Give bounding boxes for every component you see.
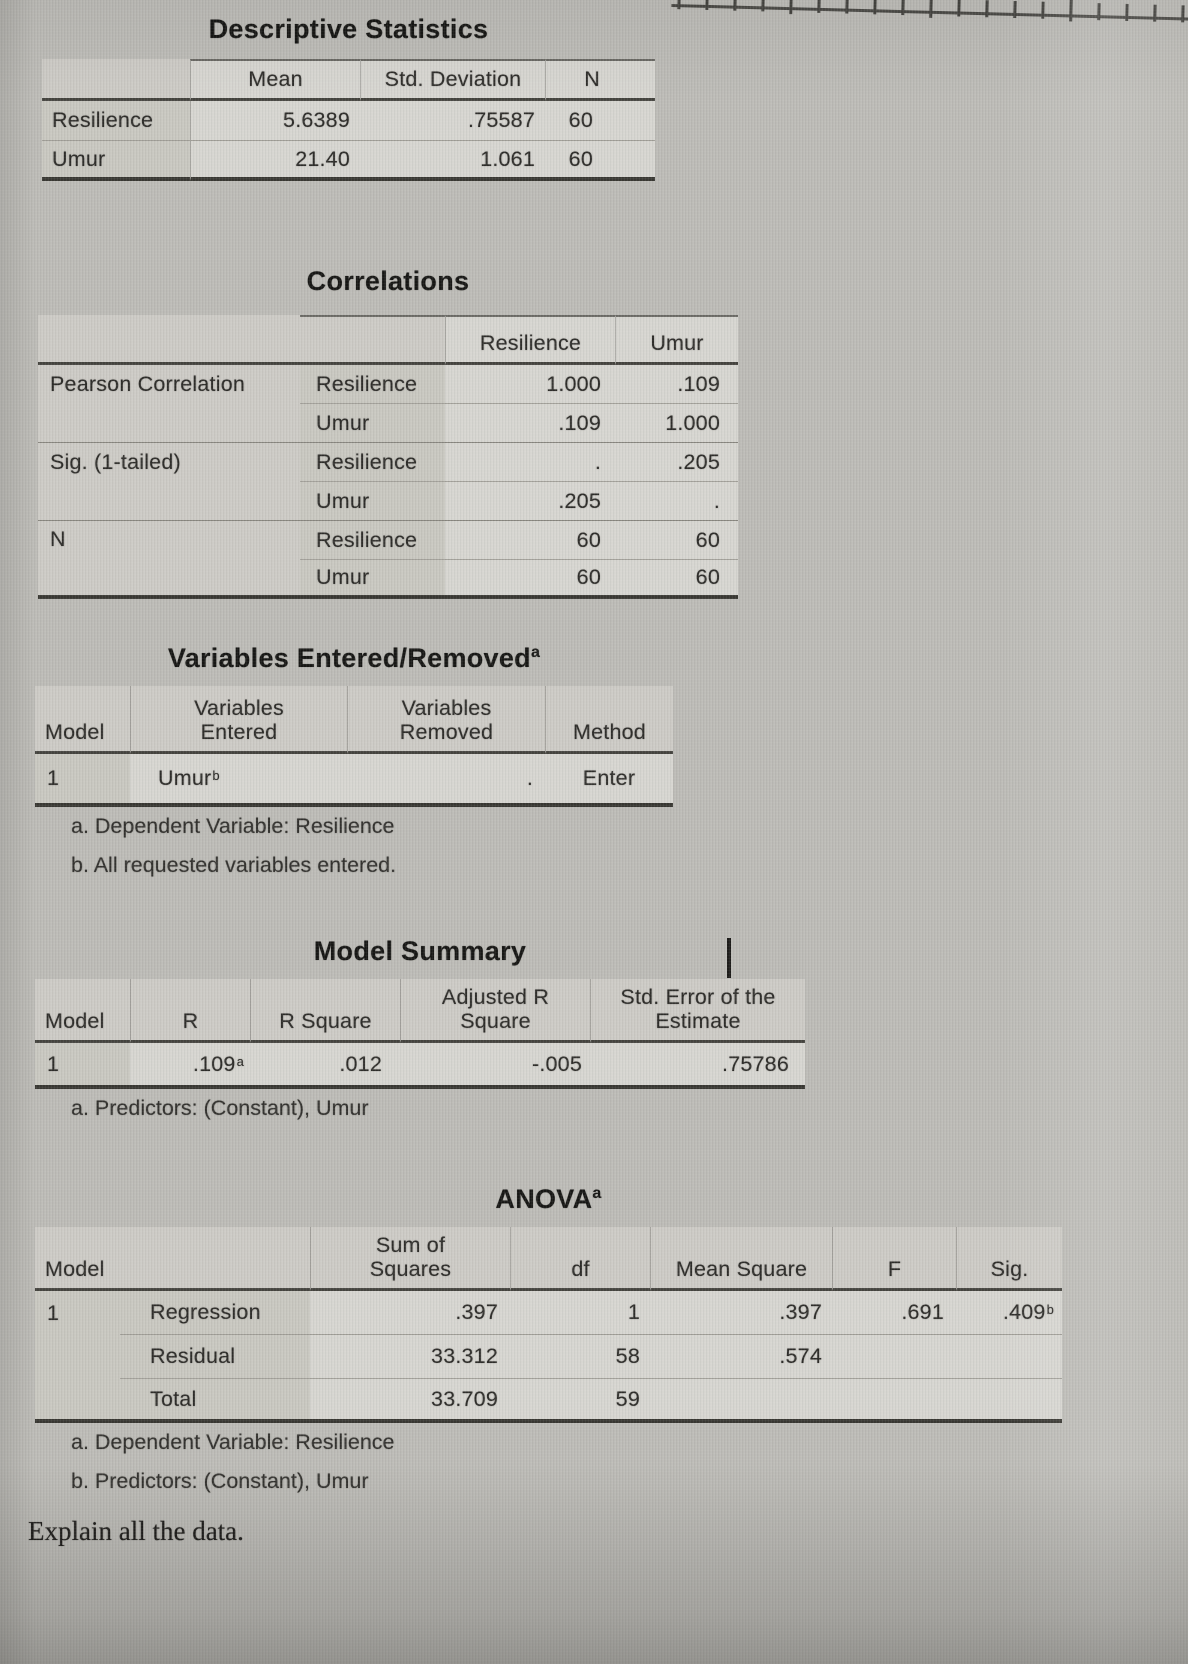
empty-cell <box>300 315 445 365</box>
title-superscript: a <box>530 644 541 661</box>
cell: 1.000 <box>615 404 738 443</box>
cell-df: 1 <box>510 1291 650 1335</box>
column-header-mean-square: Mean Square <box>650 1227 832 1291</box>
ruler-tick <box>817 0 820 13</box>
ruler-tick <box>1041 2 1044 19</box>
cell-r <box>130 1043 250 1089</box>
cell-df: 59 <box>510 1379 650 1423</box>
row-label: Resilience <box>42 101 190 141</box>
row-label: Residual <box>120 1335 310 1379</box>
cell-n: 60 <box>545 101 655 141</box>
table-title: Descriptive Statistics <box>208 14 489 44</box>
cell-model: 1 <box>35 754 130 807</box>
superscript: a <box>236 1053 244 1069</box>
sub-label: Umur <box>300 404 445 443</box>
cell-model <box>35 1335 120 1379</box>
table-title <box>35 1184 1062 1215</box>
sub-label: Resilience <box>300 365 445 404</box>
empty-cell <box>38 315 300 365</box>
value: .109 <box>192 1051 236 1076</box>
column-header-umur: Umur <box>615 315 738 365</box>
cell: .109 <box>445 404 615 443</box>
cell-ms: .397 <box>650 1291 832 1335</box>
cell-sig <box>956 1335 1062 1379</box>
ruler-tick <box>929 0 933 18</box>
descriptive-statistics-table <box>42 14 655 181</box>
group-label: Pearson Correlation <box>50 372 246 397</box>
cell-mean: 5.6389 <box>190 101 360 141</box>
cell: .109 <box>615 365 738 404</box>
table-title: Model Summary <box>313 936 527 966</box>
column-header-n: N <box>545 59 655 101</box>
ruler-tick <box>1181 5 1184 22</box>
row-label: Umur <box>42 141 190 181</box>
group-label: N <box>50 527 66 551</box>
footnote-a: a. Predictors: (Constant), Umur <box>71 1096 369 1120</box>
cell-ms: .574 <box>650 1335 832 1379</box>
superscript: b <box>1046 1302 1054 1318</box>
cell-ss: 33.312 <box>310 1335 510 1379</box>
cell: . <box>615 482 738 521</box>
ruler-tick <box>733 0 736 11</box>
ruler-tick <box>1125 4 1128 21</box>
model-summary-table <box>35 936 805 1128</box>
column-header-model: Model <box>35 1227 120 1291</box>
column-header-model: Model <box>35 979 130 1043</box>
ruler-tick <box>677 0 680 9</box>
ruler-tick <box>845 0 848 14</box>
cell: 60 <box>445 560 615 599</box>
cell-f <box>832 1335 956 1379</box>
cell-method: Enter <box>545 754 673 807</box>
ruler <box>671 0 1188 21</box>
table-title: Correlations <box>306 266 470 296</box>
cell-variables-entered <box>130 754 347 807</box>
cell-mean: 21.40 <box>190 141 360 181</box>
cell-adjusted-r-square: -.005 <box>400 1043 590 1089</box>
cell: .205 <box>615 443 738 482</box>
ruler-tick <box>873 0 876 14</box>
empty-cell <box>38 482 300 521</box>
column-header-df: df <box>510 1227 650 1291</box>
cell: 60 <box>615 521 738 560</box>
header-line: Sum of Squares <box>369 1232 452 1282</box>
sub-label: Umur <box>300 482 445 521</box>
row-label: Regression <box>120 1291 310 1335</box>
column-header-mean: Mean <box>190 59 360 101</box>
header-line: Adjusted R Square <box>441 984 550 1034</box>
value: Umur <box>158 766 212 791</box>
ruler-tick <box>1069 0 1073 21</box>
footnote-a: a. Dependent Variable: Resilience <box>71 1430 395 1454</box>
cell: 60 <box>615 560 738 599</box>
cell-model: 1 <box>35 1043 130 1089</box>
column-header-sum-of-squares <box>310 1227 510 1291</box>
cell-f: .691 <box>832 1291 956 1335</box>
sub-label: Resilience <box>300 521 445 560</box>
column-header-f: F <box>832 1227 956 1291</box>
header-line: Std. Error of the Estimate <box>620 984 776 1034</box>
row-label: Total <box>120 1379 310 1423</box>
column-header-std-error-estimate <box>590 979 805 1043</box>
column-header-model: Model <box>35 686 130 754</box>
cell-df: 58 <box>510 1335 650 1379</box>
footnote-b: b. Predictors: (Constant), Umur <box>71 1469 369 1493</box>
header-line: Variables Entered <box>194 695 284 745</box>
cell-sig <box>956 1291 1062 1335</box>
ruler-tick <box>957 0 960 17</box>
cell-model: 1 <box>35 1291 120 1335</box>
cell: .205 <box>445 482 615 521</box>
cell-std: 1.061 <box>360 141 545 181</box>
column-header-method: Method <box>545 686 673 754</box>
cell-variables-removed: . <box>347 754 545 807</box>
column-header-variables-removed <box>347 686 545 754</box>
title-superscript: a <box>592 1185 602 1202</box>
column-header-sig: Sig. <box>956 1227 1062 1291</box>
title-text: Variables Entered/Removed <box>167 643 531 673</box>
cell-r-square: .012 <box>250 1043 400 1089</box>
cell-ss: 33.709 <box>310 1379 510 1423</box>
ruler-tick <box>789 0 793 14</box>
superscript: b <box>212 768 220 784</box>
header-line: Variables Removed <box>399 695 494 745</box>
cell-f <box>832 1379 956 1423</box>
ruler-tick <box>1013 1 1016 18</box>
column-header-resilience: Resilience <box>445 315 615 365</box>
ruler-tick <box>705 0 708 10</box>
cell: 60 <box>445 521 615 560</box>
cell-std-error: .75786 <box>590 1043 805 1089</box>
sub-label: Resilience <box>300 443 445 482</box>
footnote-a: a. Dependent Variable: Resilience <box>71 814 395 838</box>
column-header-variables-entered <box>130 686 347 754</box>
cell-ss: .397 <box>310 1291 510 1335</box>
ruler-ticks <box>671 0 1188 18</box>
cell-model <box>35 1379 120 1423</box>
table-title <box>35 643 673 674</box>
instruction-text: Explain all the data. <box>28 1516 244 1546</box>
cell-std: .75587 <box>360 101 545 141</box>
anova-table <box>35 1184 1062 1501</box>
footnote-b: b. All requested variables entered. <box>71 853 397 877</box>
group-label: Sig. (1-tailed) <box>50 450 181 475</box>
column-header-adjusted-r-square <box>400 979 590 1043</box>
column-header-r: R <box>130 979 250 1043</box>
value: .409 <box>1002 1300 1046 1325</box>
column-header-r-square: R Square <box>250 979 400 1043</box>
correlations-table <box>38 266 738 599</box>
ruler-tick <box>761 0 764 11</box>
cell: . <box>445 443 615 482</box>
cell-sig <box>956 1379 1062 1423</box>
empty-cell <box>38 560 300 599</box>
ruler-tick <box>1097 3 1100 20</box>
sub-label: Umur <box>300 560 445 599</box>
ruler-tick <box>985 0 988 17</box>
cell: 1.000 <box>445 365 615 404</box>
cell-n: 60 <box>545 141 655 181</box>
empty-cell <box>42 59 190 101</box>
title-text: ANOVA <box>495 1184 593 1214</box>
empty-cell <box>38 404 300 443</box>
variables-entered-removed-table <box>35 643 673 885</box>
ruler-tick <box>1153 5 1156 22</box>
ruler-tick <box>901 0 904 15</box>
empty-cell <box>120 1227 310 1291</box>
cell-ms <box>650 1379 832 1423</box>
column-header-std-deviation: Std. Deviation <box>360 59 545 101</box>
